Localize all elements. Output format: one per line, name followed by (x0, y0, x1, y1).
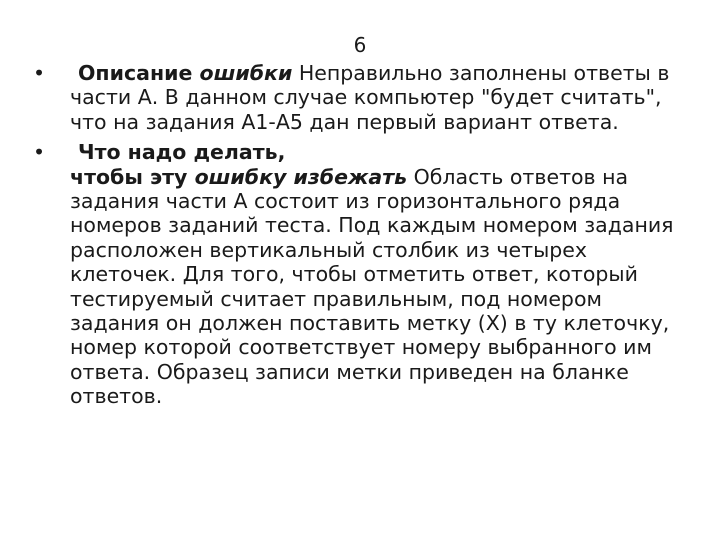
bullet-item-what-to-do (32, 140, 687, 408)
bullet-heading (78, 61, 292, 85)
bullet-list (32, 61, 687, 415)
heading-bold-text-2: чтобы эту (70, 164, 188, 189)
page-number: 6 (353, 33, 367, 57)
heading-italic-text: ошибки (199, 61, 293, 85)
bullet-item-error-description (32, 61, 687, 134)
bullet-marker: • (32, 140, 46, 165)
bullet-marker: • (32, 61, 46, 85)
bullet-body-text: Неправильно заполнены ответы в части А. В данном случае компьютер "будет считать", что на задания А1-А5 дан первый вариант ответа. (70, 61, 670, 134)
bullet-heading (70, 140, 407, 188)
heading-bold-text: Описание (78, 61, 193, 85)
bullet-body-text: Область ответов на задания части А состоит из горизонтального ряда номеров заданий теста. Под каждым номером задания расположен вертикальный столбик из четырех клеточек. Для того, чтобы отметить ответ, который тестируемый считает правильным, под номером задания он должен поставить метку (Х) в ту клеточку, номер которой соответствует номеру выбранного им ответа. Образец записи метки приведен на бланке ответов. (70, 164, 674, 409)
heading-bold-text: Что надо делать, (78, 140, 286, 165)
heading-italic-text: ошибку избежать (194, 164, 408, 189)
